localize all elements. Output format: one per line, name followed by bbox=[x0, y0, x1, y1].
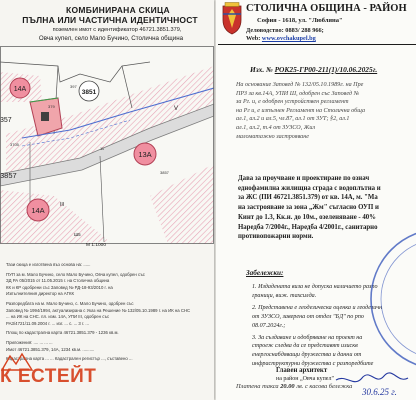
sketch-note-line: ЗД РА 05/2015 от 11.05.2015 г. на Столична община bbox=[6, 278, 110, 284]
legal-basis-line: за Рг. и, е одобрен устройствен регламент bbox=[236, 99, 349, 106]
sketch-note-line: Приложения: .... ... ... ... bbox=[6, 339, 53, 345]
note-line: 2. Представена е геодезическа оценка и геодезичн bbox=[252, 304, 383, 311]
permit-line: на застрояване за зона „Жм" съгласно ОУП и bbox=[238, 204, 379, 212]
municipality-phone: Деловодство: 0883/ 288 966; bbox=[246, 27, 324, 34]
zone-label-east: 13А bbox=[138, 150, 152, 159]
fee-prefix: Платена такса bbox=[236, 383, 281, 390]
note-line: 3. За създаване и одобряване на проект на bbox=[252, 334, 363, 341]
permit-line: Дава за проучване и проектиране по означ bbox=[238, 175, 370, 182]
sketch-title-line1: КОМБИНИРАНА СКИЦА bbox=[66, 5, 170, 15]
sketch-subject-line: поземлен имот с идентификатор 46721.3851.379, bbox=[52, 27, 182, 33]
fee-amount: 20.00 bbox=[280, 383, 295, 390]
sketch-place-line: Овча купел, село Мало Бучино, Столична община bbox=[38, 35, 184, 42]
zone-label-sw: 14А bbox=[31, 206, 45, 215]
plot-number-3705: 3705 bbox=[10, 142, 19, 147]
registration-prefix: Изх. № bbox=[250, 65, 275, 74]
fee-suffix: лв. с касова бележка bbox=[294, 383, 353, 390]
sketch-note-line: Изпълнителния директор на АГКК bbox=[6, 291, 74, 297]
plot-number-11: 11 bbox=[100, 146, 105, 151]
block-number: 3851 bbox=[81, 89, 97, 96]
map-scale: М 1:1000 bbox=[86, 243, 107, 248]
edge-number-3857-b: 3857 bbox=[160, 170, 169, 175]
corner-code: Ш5 bbox=[74, 232, 81, 237]
coat-of-arms-icon bbox=[220, 2, 244, 35]
sketch-note-line: РАЗ/4721/11.09.2004 г. ... изг. ... с. ... 3 г. ... bbox=[6, 320, 90, 326]
sketch-notes bbox=[6, 262, 212, 363]
legal-basis-line: ал.1, ал.2 и ал.5, чл.87, ал.1 от ЗУТ; §2, ал.1 bbox=[236, 116, 350, 123]
permit-line: противопожарни норми. bbox=[238, 233, 314, 241]
web-prefix: Web: bbox=[246, 35, 262, 42]
plot-number-379: 379 bbox=[48, 104, 55, 109]
round-seal-stamp bbox=[366, 224, 416, 374]
note-line: строеж следва да се представят изискв bbox=[252, 343, 358, 350]
note-line: граници, виж. тахсилда. bbox=[252, 292, 317, 299]
sketch-note-line: Кадастрална карта ... ... Кадастрален регистър ..., съставено ... bbox=[6, 356, 133, 362]
municipality-title: СТОЛИЧНА ОБЩИНА - РАЙОН bbox=[246, 3, 407, 14]
signature-title: Главен архитект bbox=[276, 367, 328, 374]
note-line: от ЗУЗСО, заверена от отдел "БД" по рпо bbox=[252, 313, 364, 320]
web-link[interactable]: www.ovchakupel.bg bbox=[261, 35, 316, 42]
legal-basis-line: на Рг и, е изпълнен Регламент на Столична обща bbox=[236, 107, 366, 114]
note-line: енергоснабдяващи дружества и данни от bbox=[252, 352, 362, 359]
signature-org: на район „Овча купел" bbox=[276, 376, 334, 382]
note-line: инфраструктурни дружества с разпоредбите bbox=[252, 361, 374, 368]
roman-label: III bbox=[60, 202, 65, 208]
sketch-note-line: Площ по кадастрална карта 46721.3851.379 - 1236 кв.м. bbox=[6, 330, 119, 336]
legal-basis-line: ал.1, ал.2, т.4 от ЗУЗСО, Жил bbox=[236, 124, 316, 131]
legal-basis-line: ПРЗ за кв.14А, УПИ Ш, одобрен със Заповед № bbox=[236, 90, 360, 97]
zone-label-nw: 14А bbox=[13, 86, 27, 93]
legal-basis-paragraph bbox=[236, 81, 416, 141]
permit-line: еднофамилна жилищна сграда с водоплътна и bbox=[238, 184, 381, 192]
sketch-note-line: ПУП за м. Мало Бучино, село Мало Бучино, Овча купел, одобрен със bbox=[6, 271, 145, 277]
legal-basis-line: маломатажно застрояване bbox=[236, 133, 309, 140]
permit-line: Кинт до 1.3, Кк.н. до 10м., озеленяване - 40% bbox=[238, 213, 376, 221]
municipal-visa-sheet bbox=[216, 0, 416, 400]
header-divider bbox=[218, 44, 416, 45]
municipality-web bbox=[246, 35, 316, 42]
street-label: V bbox=[174, 106, 179, 112]
sketch-note-line: ... на ИК на СНС. пл. изм. 14А, УПИ III, одобрен със bbox=[6, 314, 110, 320]
sketch-note-line: Заповед № 1994/1994, актуализирана с Указ на Решение № 132/05.10.1989 г. на ИК на СНС bbox=[6, 307, 191, 313]
note-line: 08.07.2024г.; bbox=[252, 322, 286, 329]
signature-date: 30.6.25 г. bbox=[362, 387, 397, 397]
sketch-title-line2: ПЪЛНА ИЛИ ЧАСТИЧНА ИДЕНТИЧНОСТ bbox=[22, 15, 198, 25]
sketch-note-line: Имот 46721.3851.379, 14А, 1234 кв.м. .......... bbox=[6, 346, 95, 352]
cadastral-map bbox=[0, 46, 214, 244]
legal-basis-line: На основание Заповед № 132/05.10.1989г. на Пре bbox=[236, 82, 364, 88]
agency-stamp-text: К ЕСТЕЙТ bbox=[0, 366, 97, 387]
note-line: 1. Издадената виза не допуска наличието разпо bbox=[252, 284, 378, 290]
edge-number-357: 357 bbox=[0, 117, 12, 124]
notes-heading: Забележки: bbox=[246, 269, 284, 277]
sketch-note-line: Разпоредбата на м. Мало Бучино, с. Мало Бучино, одобрен със bbox=[6, 300, 134, 306]
permit-line: за ЖС (ПИ 46721.3851.379) от кв. 14А, м. "Ма bbox=[238, 194, 378, 202]
plot-number-397: 397 bbox=[70, 84, 77, 89]
permit-line: Наредба 7/2004г., Наредба 4/2001г., санитарно bbox=[238, 223, 378, 231]
existing-building bbox=[41, 112, 49, 121]
sketch-note-line: Тази скица е изготвена въз основа на: ...... bbox=[6, 262, 91, 267]
sketch-note-line: КК и КР одобрени със Заповед № РД-18-93/2010 г. на bbox=[6, 284, 113, 290]
registration-number bbox=[250, 65, 377, 74]
municipality-address: София - 1618, ул. "Любляна" bbox=[257, 17, 343, 24]
edge-number-3857-a: 3857 bbox=[0, 171, 17, 180]
handwritten-signature bbox=[332, 372, 412, 398]
registration-value: РОК25-ГР00-211(1)/10.06.2025г. bbox=[274, 65, 378, 74]
